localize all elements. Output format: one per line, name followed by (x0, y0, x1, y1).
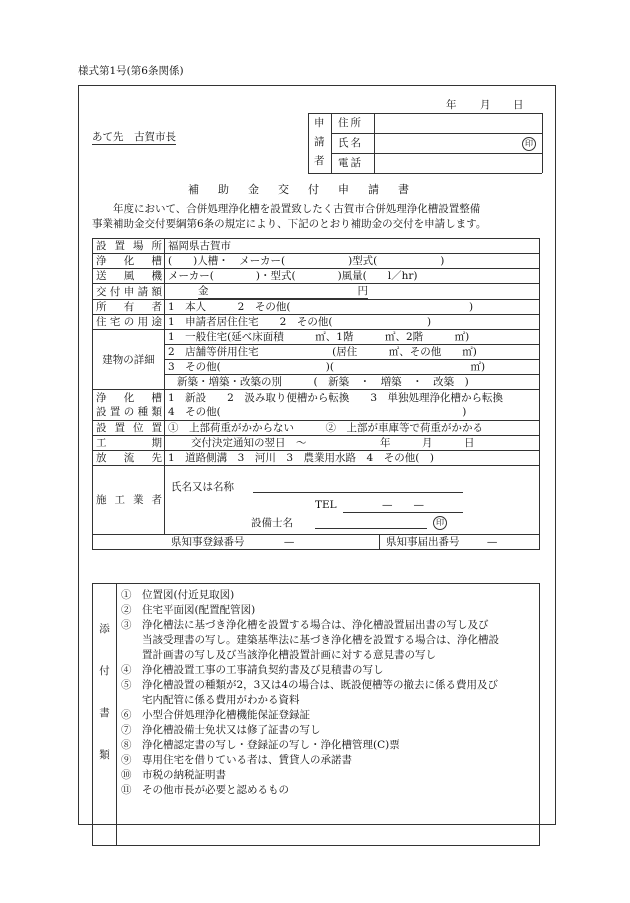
attachments-side-2: 付 (99, 665, 110, 677)
row-tank (93, 254, 540, 269)
amount-suffix: 円 (357, 285, 368, 297)
attachments-side-3: 書 (99, 707, 110, 719)
row-amount (93, 284, 540, 300)
building-line-2: 2 店舗等併用住宅 (居住 ㎡、その他 ㎡) (165, 345, 540, 360)
form-number: 様式第1号(第6条関係) (78, 65, 184, 77)
period-label: 工期 (96, 437, 162, 449)
date-month: 月 (480, 99, 491, 111)
intro-line-2: 事業補助金交付要綱第6条の規定により、下記のとおり補助金の交付を申請します。 (92, 218, 487, 230)
contractor-name-label: 氏名又は名称 (171, 481, 234, 493)
applicant-address-label: 住所 (338, 117, 363, 129)
tank-label: 浄化槽 (96, 255, 162, 267)
row-usage (93, 315, 540, 330)
attachments-side-4: 類 (99, 749, 110, 761)
attachment-item-11: ⑪ その他市長が必要と認めるもの (121, 784, 289, 796)
applicant-seal-icon: 印 (522, 137, 536, 151)
position-label: 設置位置 (96, 422, 162, 434)
type-label-1: 浄化槽 (96, 392, 162, 404)
attachment-item-6: ⑥ 小型合併処理浄化槽機能保証登録証 (121, 709, 310, 721)
row-owner (93, 300, 540, 315)
location-label: 設置場所 (96, 240, 162, 252)
owner-label: 所有者 (96, 301, 162, 313)
attachment-item-3: ③ 浄化槽法に基づき浄化槽を設置する場合は、浄化槽設置届出書の写し及び (121, 619, 489, 631)
attachment-item-7: ⑦ 浄化槽設備士免状又は修了証書の写し (121, 724, 321, 736)
applicant-side-2: 請 (314, 136, 325, 148)
blower-value: メーカー( )・型式( )風量( l／hr) (165, 269, 540, 284)
attachment-item-9: ⑨ 専用住宅を借りている者は、賃貸人の承諾書 (121, 754, 352, 766)
building-line-3: 3 その他( )( ㎡) (165, 360, 540, 375)
row-registration (93, 535, 540, 550)
building-line-4: 新築・増築・改築の別 ( 新築 ・ 増築 ・ 改築 ) (165, 375, 540, 390)
row-building-1 (93, 330, 540, 345)
row-type (93, 390, 540, 421)
attachments-side-1: 添 (99, 623, 110, 635)
contractor-engineer-label: 設備士名 (251, 517, 293, 529)
building-line-1: 1 一般住宅(延べ床面積 ㎡、1階 ㎡、2階 ㎡) (165, 330, 540, 345)
row-location (93, 239, 540, 254)
date-day: 日 (513, 99, 524, 111)
type-label-2: 設置の種類 (96, 406, 162, 418)
attachment-item-10: ⑩ 市税の納税証明書 (121, 769, 226, 781)
gov-notice-value: — (486, 536, 498, 548)
gov-reg-label: 県知事登録番号 (171, 536, 245, 548)
type-line-2: 4 その他( ) (168, 406, 467, 418)
amount-label: 交付申請額 (96, 285, 162, 298)
applicant-side-1: 申 (314, 117, 325, 129)
owner-value: 1 本人 2 その他( ) (165, 300, 540, 315)
row-blower (93, 269, 540, 284)
addressee: あて先 古賀市長 (92, 131, 176, 143)
building-label: 建物の詳細 (102, 353, 155, 366)
contractor-tel-value: — — (343, 498, 463, 513)
attachment-item-3c: 置計画書の写し及び当該浄化槽設置計画に対する意見書の写し (121, 649, 436, 661)
usage-value: 1 申請者居住住宅 2 その他( ) (165, 315, 540, 330)
application-table (92, 238, 540, 550)
contractor-tel-label: TEL (315, 499, 337, 511)
attachment-item-5b: 宅内配管に係る費用がわかる資料 (121, 694, 300, 706)
gov-notice-label: 県知事届出番号 (386, 536, 460, 548)
period-value: 交付決定通知の翌日 ～ 年 月 日 (165, 436, 540, 451)
blower-label: 送風機 (96, 270, 162, 282)
intro-line-1: 年度において、合併処理浄化槽を設置致したく古賀市合併処理浄化槽設置整備 (92, 203, 481, 215)
gov-reg-value: — (283, 536, 295, 548)
discharge-label: 放流先 (96, 452, 162, 464)
contractor-seal-icon: 印 (433, 516, 447, 530)
applicant-side-3: 者 (314, 155, 325, 167)
attachment-item-8: ⑧ 浄化槽認定書の写し・登録証の写し・浄化槽管理(C)票 (121, 739, 400, 751)
contractor-label: 施工業者 (96, 494, 162, 506)
attachments-table (92, 583, 540, 846)
attachment-item-5: ⑤ 浄化槽設置の種類が2，3又は4の場合は、既設便槽等の撤去に係る費用及び (121, 679, 499, 691)
attachment-item-4: ④ 浄化槽設置工事の工事請負契約書及び見積書の写し (121, 664, 384, 676)
row-discharge (93, 451, 540, 466)
attachment-item-3b: 当該受理書の写し。建築基準法に基づき浄化槽を設置する場合は、浄化槽設 (121, 634, 499, 646)
usage-label: 住宅の用途 (96, 316, 162, 328)
attachment-item-2: ② 住宅平面図(配置配管図) (121, 604, 256, 616)
location-value: 福岡県古賀市 (165, 239, 540, 254)
row-contractor (93, 466, 540, 535)
tank-value: ( )人槽・ メーカー( )型式( ) (165, 254, 540, 269)
form-title: 補 助 金 交 付 申 請 書 (188, 183, 413, 196)
attachment-item-1: ① 位置図(付近見取図) (121, 589, 235, 601)
contractor-name-line (253, 492, 463, 493)
date-year: 年 (446, 99, 457, 111)
position-value: ① 上部荷重がかからない ② 上部が車庫等で荷重がかかる (165, 421, 540, 436)
applicant-name-label: 氏名 (338, 137, 363, 149)
type-line-1: 1 新設 2 汲み取り便槽から転換 3 単独処理浄化槽から転換 (168, 392, 504, 404)
row-position (93, 421, 540, 436)
row-period (93, 436, 540, 451)
discharge-value: 1 道路側溝 3 河川 3 農業用水路 4 その他( ) (165, 451, 540, 466)
applicant-phone-label: 電話 (338, 157, 363, 169)
contractor-engineer-line (315, 528, 427, 529)
amount-prefix: 金 (198, 285, 209, 297)
